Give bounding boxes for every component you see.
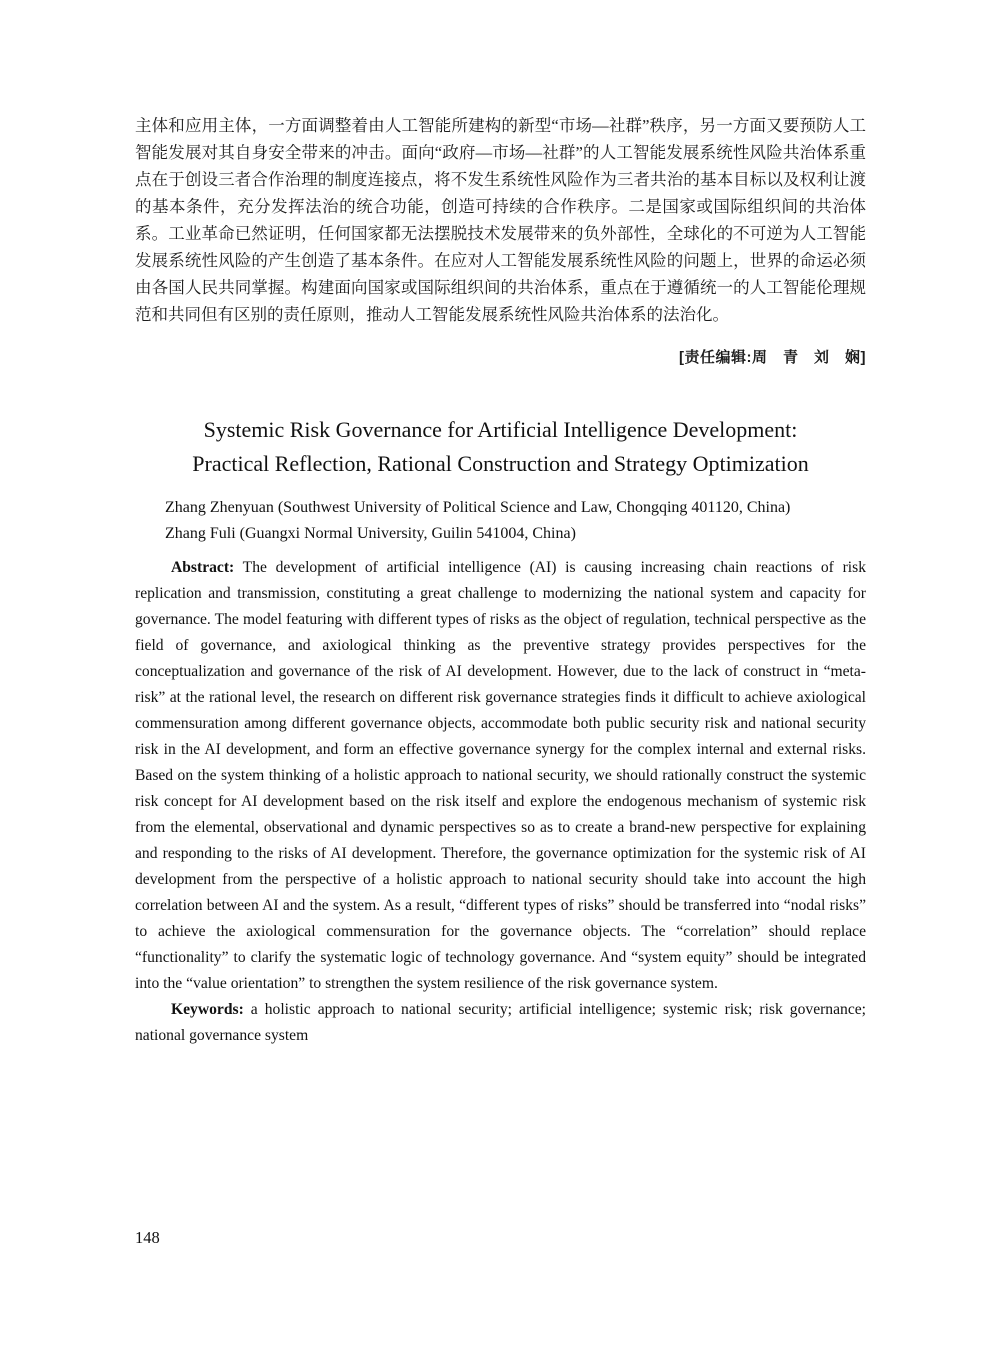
author-line-2: Zhang Fuli (Guangxi Normal University, Guilin 541004, China): [165, 525, 576, 542]
author-block: [135, 495, 866, 547]
page-number: 148: [135, 1228, 160, 1247]
editor-note: [责任编辑:周 青 刘 娴]: [679, 349, 866, 366]
author-line-1: Zhang Zhenyuan (Southwest University of Political Science and Law, Chongqing 401120, China): [165, 499, 791, 516]
chinese-body-paragraph: 主体和应用主体，一方面调整着由人工智能所建构的新型“市场—社群”秩序，另一方面又要预防人工智能发展对其自身安全带来的冲击。面向“政府—市场—社群”的人工智能发展系统性风险共治体系重点在于创设三者合作治理的制度连接点，将不发生系统性风险作为三者共治的基本目标以及权利让渡的基本条件，充分发挥法治的统合功能，创造可持续的合作秩序。二是国家或国际组织间的共治体系。工业革命已然证明，任何国家都无法摆脱技术发展带来的负外部性，全球化的不可逆为人工智能发展系统性风险的产生创造了基本条件。在应对人工智能发展系统性风险的问题上，世界的命运必须由各国人民共同掌握。构建面向国家或国际组织间的共治体系，重点在于遵循统一的人工智能伦理规范和共同但有区别的责任原则，推动人工智能发展系统性风险共治体系的法治化。: [135, 116, 866, 324]
paper-title-en: [135, 413, 866, 481]
abstract-text: The development of artificial intelligence (AI) is causing increasing chain reactions of risk replication and transmission, constituting a great challenge to modernizing the national system and capacity for governance. The model featuring with different types of risks as the object of regulation, technical perspective as the field of governance, and axiological thinking as the preventive strategy provides perspectives for the conceptualization and governance of the risk of AI development. However, due to the lack of construct in “meta-risk” at the rational level, the research on different risk governance strategies finds it difficult to achieve axiological commensuration among different governance objects, accommodate both public security risk and national security risk in the AI development, and form an effective governance synergy for the complex internal and external risks. Based on the system thinking of a holistic approach to national security, we should rationally construct the systemic risk concept for AI development based on the risk itself and explore the endogenous mechanism of systemic risk from the elemental, observational and dynamic perspectives so as to create a brand-new perspective for explaining and responding to the risks of AI development. Therefore, the governance optimization for the systemic risk of AI development from the perspective of a holistic approach to national security should take into account the high correlation between AI and the system. As a result, “different types of risks” should be transferred into “nodal risks” to achieve the axiological commensuration for the governance objects. The “correlation” should replace “functionality” to clarify the systematic logic of technology governance. And “system equity” should be integrated into the “value orientation” to strengthen the system resilience of the risk governance system.: [135, 559, 866, 992]
keywords-paragraph: [135, 997, 866, 1049]
paper-title-line-1: Systemic Risk Governance for Artificial Intelligence Development:: [203, 417, 798, 442]
page-content: [135, 0, 866, 1049]
abstract-paragraph: [135, 555, 866, 997]
abstract-label: Abstract:: [171, 559, 235, 576]
keywords-label: Keywords:: [171, 1001, 244, 1018]
paper-title-line-2: Practical Reflection, Rational Construction and Strategy Optimization: [192, 451, 809, 476]
keywords-text: a holistic approach to national security; artificial intelligence; systemic risk; risk governance; national governance system: [135, 1001, 866, 1044]
